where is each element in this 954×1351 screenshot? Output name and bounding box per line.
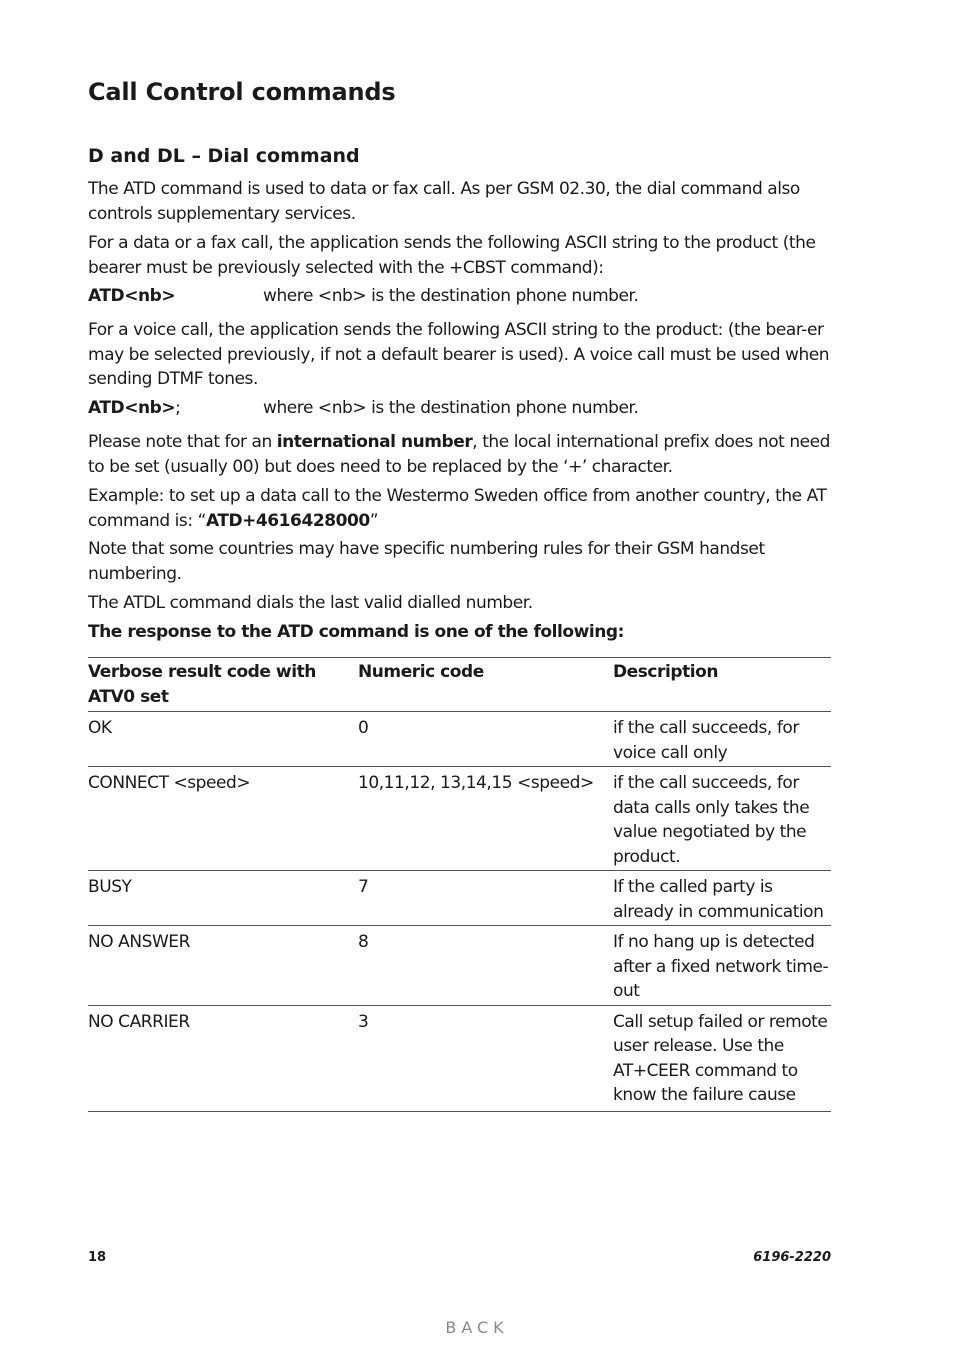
table-row [88,926,831,1006]
table-row [88,767,831,871]
verbose-code-cell: BUSY [88,871,358,926]
data-fax-paragraph: For a data or a fax call, the application sends the following ASCII string to the product (the bearer must be previously selected with the +CBST command): [88,233,816,278]
description-cell: if the call succeeds, for voice call only [613,712,831,767]
numeric-code-cell: 10,11,12, 13,14,15 <speed> [358,767,613,871]
verbose-code-cell: CONNECT <speed> [88,767,358,871]
response-heading: The response to the ATD command is one of the following: [88,622,624,642]
atdl-paragraph: The ATDL command dials the last valid dialled number. [88,593,533,613]
description-cell: If the called party is already in communication [613,871,831,926]
header-verbose-result-code: Verbose result code with ATV0 set [88,658,358,712]
verbose-code-cell: NO CARRIER [88,1005,358,1111]
section-title: D and DL – Dial command [88,145,360,167]
voice-call-command: ATD<nb>; [88,398,181,418]
document-id: 6196-2220 [753,1250,831,1265]
result-code-table [88,657,831,1112]
international-number-paragraph: Please note that for an international number, the local international prefix does not need to be set (usually 00) but does need to be replaced by the ‘+’ character. [88,432,830,477]
table-header-row [88,658,831,712]
numeric-code-cell: 8 [358,926,613,1006]
voice-call-paragraph: For a voice call, the application sends the following ASCII string to the product: (the bear-er may be selected previously, if not a default bearer is used). A voice call must be used when sending DTMF tones. [88,320,830,389]
table-row [88,871,831,926]
numeric-code-cell: 0 [358,712,613,767]
voice-call-command-description: where <nb> is the destination phone number. [263,398,639,418]
page-title: Call Control commands [88,78,396,106]
intro-paragraph: The ATD command is used to data or fax call. As per GSM 02.30, the dial command also controls supplementary services. [88,179,800,224]
data-call-command: ATD<nb> [88,286,176,306]
header-description: Description [613,658,831,712]
verbose-code-cell: OK [88,712,358,767]
numeric-code-cell: 3 [358,1005,613,1111]
table-row [88,712,831,767]
table-row [88,1005,831,1111]
example-paragraph: Example: to set up a data call to the Westermo Sweden office from another country, the AT command is: “ATD+4616428000” [88,486,827,531]
data-call-command-description: where <nb> is the destination phone number. [263,286,639,306]
description-cell: if the call succeeds, for data calls only takes the value negotiated by the product. [613,767,831,871]
page-number: 18 [88,1250,107,1265]
verbose-code-cell: NO ANSWER [88,926,358,1006]
numbering-note-paragraph: Note that some countries may have specific numbering rules for their GSM handset numbering. [88,539,765,584]
numeric-code-cell: 7 [358,871,613,926]
description-cell: If no hang up is detected after a fixed network time-out [613,926,831,1006]
back-link[interactable]: BACK [445,1318,509,1337]
description-cell: Call setup failed or remote user release. Use the AT+CEER command to know the failure cause [613,1005,831,1111]
header-numeric-code: Numeric code [358,658,613,712]
